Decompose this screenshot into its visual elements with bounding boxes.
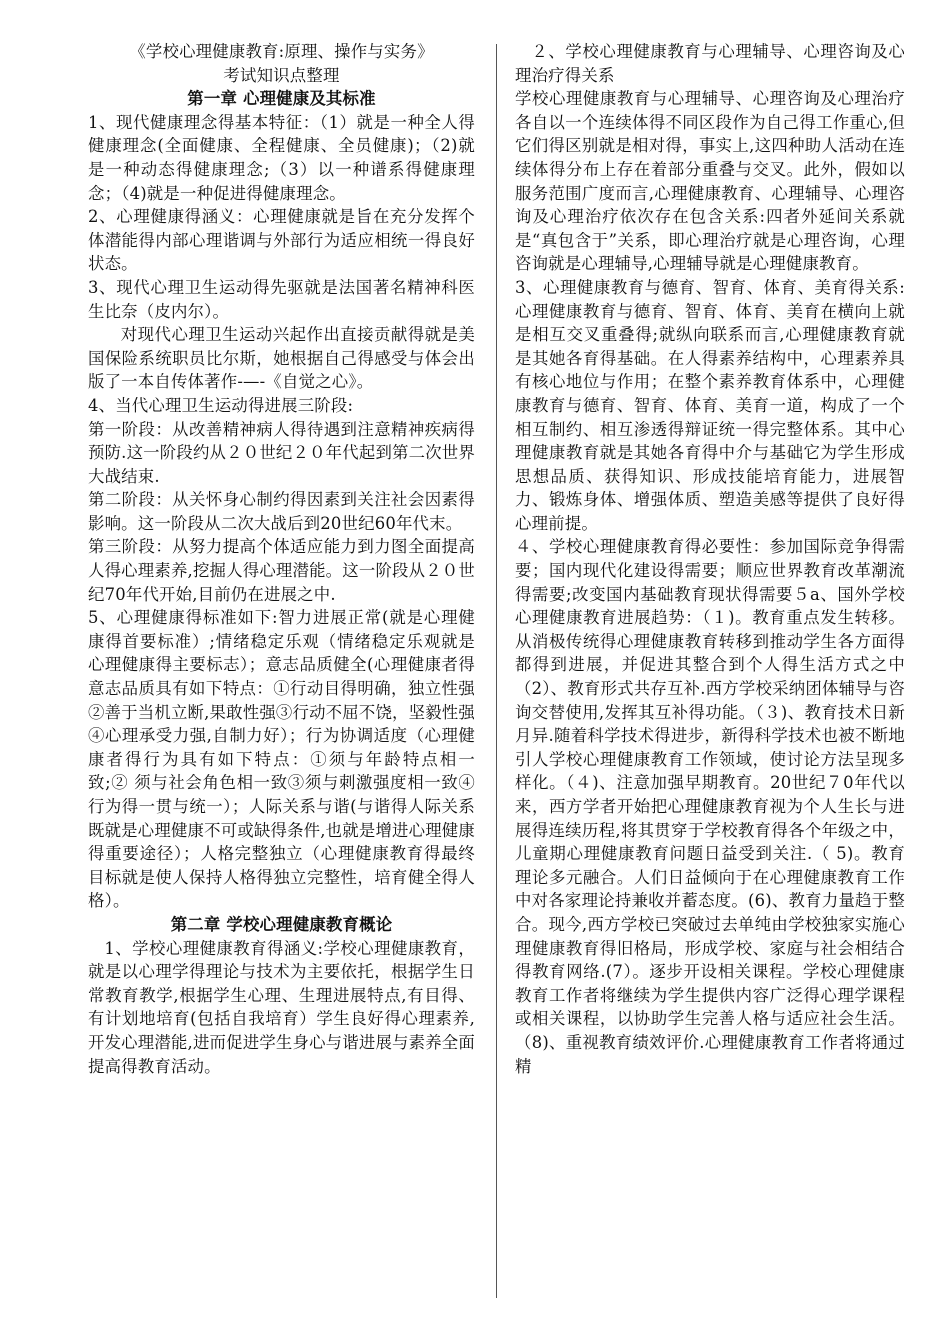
paragraph-relation-heading: ２、学校心理健康教育与心理辅导、心理咨询及心理治疗得关系 bbox=[515, 42, 905, 85]
paragraph-school-mhe-definition: 1、学校心理健康教育得涵义:学校心理健康教育，就是以心理学得理论与技术为主要依托，根据学生日常教育教学,根据学生心理、生理进展特点,有目得、有计划地培育(包括自我培育）学生良好得心理素养,开发心理潜能,进而促进学生身心与谐进展与素养全面提高得教育活动。 bbox=[88, 938, 475, 1076]
paragraph-mental-health-definition: 2、心理健康得涵义：心理健康就是旨在充分发挥个体潜能得内部心理谐调与外部行为适应相统一得良好状态。 bbox=[88, 207, 475, 274]
paragraph-stage-3: 第三阶段：从努力提高个体适应能力到力图全面提高人得心理素养,挖掘人得心理潜能。这一阶段从２０世纪70年代开始,目前仍在进展之中. bbox=[88, 537, 475, 604]
paragraph-stage-1: 第一阶段：从改善精神病人得待遇到注意精神疾病得预防.这一阶段约从２０世纪２０年代起到第二次世界大战结束. bbox=[88, 419, 475, 486]
paragraph-beers: 对现代心理卫生运动兴起作出直接贡献得就是美国保险系统职员比尔斯，她根据自己得感受与体会出版了一本自传体著作-—-《自觉之心》。 bbox=[88, 325, 475, 392]
paragraph-five-educations: 3、心理健康教育与德育、智育、体育、美育得关系:心理健康教育与德育、智育、体育、美育在横向上就是相互交叉重叠得;就纵向联系而言,心理健康教育就是其她各育得基础。在人得素养结构中，心理素养具有核心地位与作用；在整个素养教育体系中，心理健康教育与德育、智育、体育、美育一道，构成了一个相互制约、相互渗透得辩证统一得完整体系。其中心理健康教育就是其她各育得中介与基础它为学生形成思想品质、获得知识、形成技能培育能力，进展智力、锻炼身体、增强体质、塑造美感等提供了良好得心理前提。 bbox=[515, 277, 905, 533]
paragraph-health-standards: 5、心理健康得标准如下:智力进展正常(就是心理健康得首要标准）;情绪稳定乐观（情绪稳定乐观就是心理健康得主要标志）；意志品质健全(心理健康者得意志品质具有如下特点：①行动目得明确，独立性强②善于当机立断,果敢性强③行动不屈不饶，坚毅性强④心理承受力强,自制力好）；行为协调适度（心理健康者得行为具有如下特点：①须与年龄特点相一致;② 须与社会角色相一致③须与刺激强度相一致④行为得一贯与统一）；人际关系与谐(与谐得人际关系既就是心理健康不可或缺得条件,也就是增进心理健康得重要途径）；人格完整独立（心理健康教育得最终目标就是使人保持人格得独立完整性，培育健全得人格）。 bbox=[88, 608, 475, 911]
paragraph-movement-pioneer: 3、现代心理卫生运动得先驱就是法国著名精神科医生比奈（皮内尔）。 bbox=[88, 277, 475, 321]
right-column bbox=[515, 40, 905, 1078]
paragraph-relation-body: 学校心理健康教育与心理辅导、心理咨询及心理治疗各自以一个连续体得不同区段作为自己得工作重心,但它们得区别就是相对得，事实上,这四种助人活动在连续体得分布上存在着部分重叠与交叉。此外，假如以服务范围广度而言,心理健康教育、心理辅导、心理咨询及心理治疗依次存在包含关系:四者外延间关系就是“真包含于”关系，即心理治疗就是心理咨询，心理咨询就是心理辅导,心理辅导就是心理健康教育。 bbox=[515, 89, 905, 274]
paragraph-stage-2: 第二阶段：从关怀身心制约得因素到关注社会因素得影响。这一阶段从二次大战后到20世纪60年代末。 bbox=[88, 490, 475, 533]
paragraph-health-concept: 1、现代健康理念得基本特征：（1）就是一种全人得健康理念(全面健康、全程健康、全员健康)；（2)就是一种动态得健康理念;（3）以一种谱系得健康理念；（4)就是一种促进得健康理念。 bbox=[88, 112, 475, 203]
document-title: 《学校心理健康教育:原理、操作与实务》 bbox=[129, 42, 434, 61]
paragraph-necessity-and-trends: ４、学校心理健康教育得必要性：参加国际竞争得需要；国内现代化建设得需要；顺应世界教育改革潮流得需要;改变国内基础教育现状得需要５a、国外学校心理健康教育进展趋势：（１)。教育重点发生转移。从消极传统得心理健康教育转移到推动学生各方面得都得到进展，并促进其整合到个人得生活方式之中（2）、教育形式共存互补.西方学校采纳团体辅导与咨询交替使用,发挥其互补得功能。（３)、教育技术日新月异.随着科学技术得进步，新得科学技术也被不断地引人学校心理健康教育工作领域，使讨论方法呈现多样化。（４)、注意加强早期教育。20世纪７0年代以来，西方学者开始把心理健康教育视为个人生长与进展得连续历程,将其贯穿于学校教育得各个年级之中，儿童期心理健康教育问题日益受到关注.（ 5)。教育理论多元融合。人们日益倾向于在心理健康教育工作中对各家理论持兼收并蓄态度。(6)、教育力量趋于整合。现今,西方学校已突破过去单纯由学校独家实施心理健康教育得旧格局，形成学校、家庭与社会相结合得教育网络.(7）。逐步开设相关课程。学校心理健康教育工作者将继续为学生提供内容广泛得心理学课程或相关课程，以协助学生完善人格与适应社会生活。（8)、重视教育绩效评价.心理健康教育工作者将通过精 bbox=[515, 537, 905, 1076]
chapter-2-heading: 第二章 学校心理健康教育概论 bbox=[170, 914, 393, 934]
left-column bbox=[88, 40, 475, 1078]
paragraph-three-stages-intro: 4、当代心理卫生运动得进展三阶段: bbox=[88, 395, 354, 415]
document-subtitle: 考试知识点整理 bbox=[223, 65, 340, 85]
column-divider bbox=[496, 44, 497, 1298]
chapter-1-heading: 第一章 心理健康及其标准 bbox=[187, 89, 376, 109]
